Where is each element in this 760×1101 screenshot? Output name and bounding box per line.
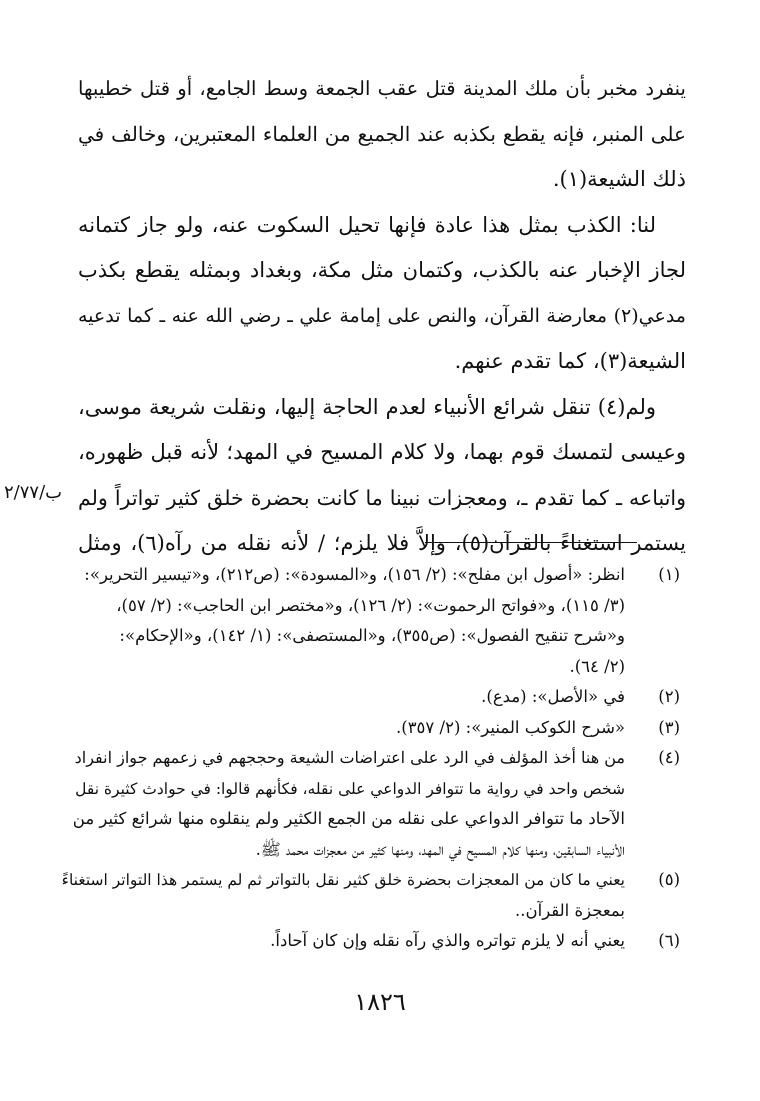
- footnote-line: (٢/ ٦٤).: [569, 656, 625, 676]
- footnote-line: (٣/ ١١٥)، و«فواتح الرحموت»: (٢/ ١٢٦)، و«مختصر ابن الحاجب»: (٢/ ٥٧)،: [116, 595, 625, 615]
- footnote-number: (٢): [658, 687, 680, 706]
- footnote: [60, 682, 680, 713]
- footnote-line: انظر: «أصول ابن مفلح»: (٢/ ١٥٦)، و«المسودة»: (ص٢١٢)، و«تيسير التحرير»:: [84, 565, 625, 584]
- footnote-number: (٤): [658, 748, 680, 767]
- footnote-line: في «الأصل»: (مدع).: [481, 687, 625, 706]
- main-text-line: ينفرد مخبر بأن ملك المدينة قتل عقب الجمعة وسط الجامع، أو قتل خطيبها: [78, 77, 686, 100]
- footnote-number: (٥): [658, 870, 680, 889]
- footnote-line: «شرح الكوكب المنير»: (٢/ ٣٥٧).: [396, 717, 625, 737]
- footnote-line: يعني ما كان من المعجزات بحضرة خلق كثير نقل بالتواتر ثم لم يستمر هذا التواتر استغناءً: [61, 871, 625, 889]
- main-text-line: ولم(٤) تنقل شرائع الأنبياء لعدم الحاجة إليها، ونقلت شريعة موسى،: [78, 394, 656, 419]
- footnote-number: (٦): [658, 931, 680, 950]
- main-text-line: لنا: الكذب بمثل هذا عادة فإنها تحيل السكوت عنه، ولو جاز كتمانه: [78, 212, 656, 237]
- footnote: [60, 743, 680, 865]
- main-text: [78, 66, 686, 567]
- footnote-divider: [425, 542, 637, 543]
- page-number: ١٨٢٦: [354, 988, 406, 1016]
- main-text-line: الشيعة(٣)، كما تقدم عنهم.: [454, 349, 686, 373]
- footnotes: [60, 560, 680, 957]
- main-text-line: واتباعه ـ كما تقدم ـ، ومعجزات نبينا ما كانت بحضرة خلق كثير تواتراً ولم: [78, 485, 686, 510]
- footnote-line: بمعجزة القرآن..: [515, 900, 625, 920]
- footnote-line: يعني أنه لا يلزم تواتره والذي رآه نقله وإن كان آحاداً.: [270, 931, 625, 950]
- main-text-line: لجاز الإخبار عنه بالكذب، وكتمان مثل مكة، وبغداد وبمثله يقطع بكذب: [78, 258, 686, 282]
- footnote-number: (١): [658, 565, 680, 584]
- footnote: [60, 926, 680, 957]
- main-text-line: مدعي(٢) معارضة القرآن، والنص على إمامة علي ـ رضي الله عنه ـ كما تدعيه: [78, 304, 686, 327]
- footnote-line: الأنبياء السابقين، ومنها كلام المسيح في المهد، ومنها كثير من معجزات محمد ﷺ.: [255, 839, 625, 859]
- margin-note: ب/٢/٧٧: [4, 482, 63, 503]
- footnote-line: و«شرح تنقيح الفصول»: (ص٣٥٥)، و«المستصفى»: (١/ ١٤٢)، و«الإحكام»:: [119, 626, 625, 645]
- footnote: [60, 713, 680, 744]
- footnote: [60, 865, 680, 926]
- footnote-line: من هنا أخذ المؤلف في الرد على اعتراضات الشيعة وحججهم في زعمهم جواز انفراد: [74, 748, 625, 767]
- footnote: [60, 560, 680, 682]
- main-text-line: وعيسى لتمسك قوم بهما، ولا كلام المسيح في المهد؛ لأنه قبل ظهوره،: [78, 440, 686, 464]
- main-text-line: على المنبر، فإنه يقطع بكذبه عند الجميع من العلماء المعتبرين، وخالف في: [78, 121, 686, 146]
- footnote-number: (٣): [658, 717, 680, 737]
- footnote-line: شخص واحد في رواية ما تتوافر الدواعي على نقله، فكأنهم قالوا: في حوادث كثيرة نقل: [75, 779, 625, 798]
- main-text-line: ذلك الشيعة(١).: [552, 167, 686, 191]
- footnote-line: الآحاد ما تتوافر الدواعي على نقله من الجمع الكثير ولم ينقلوه منها شرائع كثير من: [72, 809, 625, 828]
- main-text-line: يستمر استغناءً بالقرآن(٥)، وإلاَّ فلا يلزم؛ / لأنه نقله من رآه(٦)، ومثل: [78, 531, 686, 555]
